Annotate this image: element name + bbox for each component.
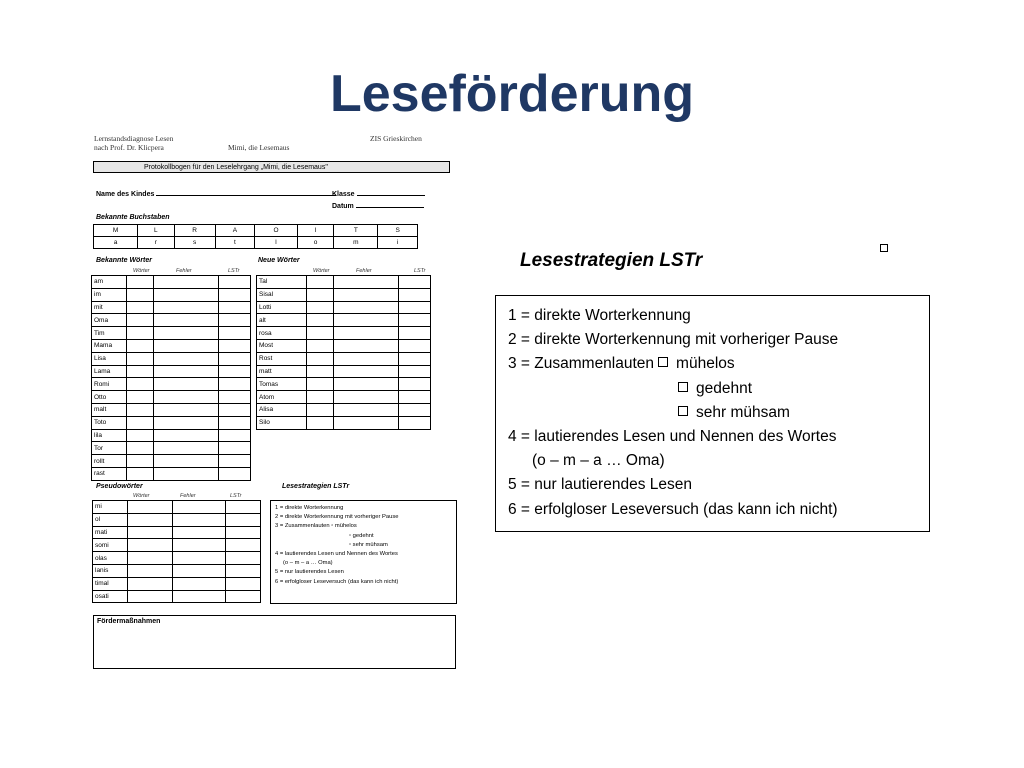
header-mid: Mimi, die Lesemaus xyxy=(228,143,290,152)
empty-cell xyxy=(154,467,219,480)
lstr-line-4b: (o – m – a … Oma) xyxy=(532,452,665,470)
empty-cell xyxy=(127,314,154,327)
word-cell: Lisa xyxy=(92,352,127,365)
header-right: ZIS Grieskirchen xyxy=(370,134,422,143)
empty-cell xyxy=(128,552,173,565)
table-row xyxy=(93,501,261,514)
table-row xyxy=(92,391,251,404)
small-lstr-line: ▫ sehr mühsam xyxy=(349,541,388,548)
empty-cell xyxy=(173,526,226,539)
empty-cell xyxy=(399,276,431,289)
empty-cell xyxy=(399,403,431,416)
empty-cell xyxy=(154,276,219,289)
table-row xyxy=(257,352,431,365)
datum-field xyxy=(332,203,424,210)
lstr-line-6: 6 = erfolgloser Leseversuch (das kann ich nicht) xyxy=(508,500,838,518)
empty-cell xyxy=(219,467,251,480)
known-words-heading: Bekannte Wörter xyxy=(96,257,153,264)
col-header: Wörter xyxy=(133,268,150,274)
lstr-option-row xyxy=(508,401,929,425)
empty-cell xyxy=(399,378,431,391)
word-cell: Tal xyxy=(257,276,307,289)
empty-cell xyxy=(219,288,251,301)
col-header: LSTr xyxy=(414,268,426,274)
letter-cell: t xyxy=(215,237,255,249)
empty-cell xyxy=(154,314,219,327)
empty-cell xyxy=(127,276,154,289)
word-cell: Toto xyxy=(92,416,127,429)
word-cell: Oma xyxy=(92,314,127,327)
empty-cell xyxy=(127,365,154,378)
table-row xyxy=(92,301,251,314)
klasse-label: Klasse xyxy=(332,191,355,198)
empty-cell xyxy=(154,429,219,442)
datum-line xyxy=(356,207,424,208)
col-header: LSTr xyxy=(228,268,240,274)
table-row xyxy=(92,365,251,378)
letter-cell: T xyxy=(334,225,378,237)
checkbox-icon xyxy=(678,406,688,416)
word-cell: malt xyxy=(92,403,127,416)
letter-cell: r xyxy=(138,237,175,249)
letter-cell: l xyxy=(255,237,298,249)
empty-cell xyxy=(219,276,251,289)
table-row xyxy=(257,301,431,314)
empty-cell xyxy=(127,403,154,416)
col-header: Fehler xyxy=(356,268,372,274)
empty-cell xyxy=(307,403,334,416)
small-lstr-line: 6 = erfolgloser Leseversuch (das kann ich nicht) xyxy=(275,578,399,585)
empty-cell xyxy=(219,352,251,365)
letters-upper-row xyxy=(94,225,418,237)
word-cell: ol xyxy=(93,513,128,526)
lstr-line-2: 2 = direkte Worterkennung mit vorheriger Pause xyxy=(508,331,839,349)
table-row xyxy=(92,416,251,429)
new-words-heading: Neue Wörter xyxy=(258,257,300,264)
empty-cell xyxy=(399,327,431,340)
small-lstr-heading: Lesestrategien LSTr xyxy=(282,483,350,490)
word-cell: Tim xyxy=(92,327,127,340)
lstr-option-muehelos: mühelos xyxy=(676,355,735,373)
empty-cell xyxy=(173,577,226,590)
table-row xyxy=(92,429,251,442)
empty-cell xyxy=(128,564,173,577)
big-lstr-box xyxy=(495,295,930,532)
empty-cell xyxy=(127,467,154,480)
lstr-option-row xyxy=(508,377,929,401)
table-row xyxy=(257,403,431,416)
empty-cell xyxy=(226,526,261,539)
letter-cell: L xyxy=(138,225,175,237)
empty-cell xyxy=(127,442,154,455)
empty-cell xyxy=(219,365,251,378)
empty-cell xyxy=(334,352,399,365)
letter-cell: m xyxy=(334,237,378,249)
new-words-table xyxy=(256,275,431,430)
empty-cell xyxy=(173,539,226,552)
empty-cell xyxy=(173,564,226,577)
empty-cell xyxy=(334,327,399,340)
empty-cell xyxy=(307,352,334,365)
empty-cell xyxy=(127,301,154,314)
col-header: Wörter xyxy=(133,493,150,499)
empty-cell xyxy=(334,403,399,416)
letter-cell: S xyxy=(378,225,418,237)
lstr-line-3 xyxy=(508,352,929,376)
empty-cell xyxy=(334,276,399,289)
letters-heading: Bekannte Buchstaben xyxy=(96,214,170,221)
empty-cell xyxy=(334,314,399,327)
empty-cell xyxy=(173,590,226,603)
empty-cell xyxy=(128,526,173,539)
small-lstr-line: ▫ gedehnt xyxy=(349,532,374,539)
table-row xyxy=(257,314,431,327)
empty-cell xyxy=(154,442,219,455)
lstr-option-muehsam: sehr mühsam xyxy=(696,403,790,421)
empty-cell xyxy=(219,403,251,416)
empty-cell xyxy=(127,352,154,365)
empty-cell xyxy=(226,552,261,565)
small-lstr-line: 1 = direkte Worterkennung xyxy=(275,505,344,511)
protocol-form-image xyxy=(88,132,468,677)
big-lstr-title: Lesestrategien LSTr xyxy=(520,250,703,271)
empty-cell xyxy=(128,513,173,526)
table-row xyxy=(257,391,431,404)
empty-cell xyxy=(127,391,154,404)
pseudo-words-table xyxy=(92,500,261,603)
empty-cell xyxy=(154,288,219,301)
word-cell: olas xyxy=(93,552,128,565)
empty-cell xyxy=(334,416,399,429)
table-row xyxy=(93,552,261,565)
empty-cell xyxy=(399,339,431,352)
foerder-box xyxy=(93,615,456,669)
empty-cell xyxy=(154,352,219,365)
empty-cell xyxy=(307,301,334,314)
table-row xyxy=(92,403,251,416)
word-cell: Tomas xyxy=(257,378,307,391)
word-cell: alt xyxy=(257,314,307,327)
empty-cell xyxy=(307,276,334,289)
empty-cell xyxy=(128,539,173,552)
table-row xyxy=(92,455,251,468)
col-header: Wörter xyxy=(313,268,330,274)
table-row xyxy=(92,442,251,455)
empty-cell xyxy=(219,429,251,442)
table-row xyxy=(93,564,261,577)
table-row xyxy=(92,288,251,301)
empty-cell xyxy=(226,539,261,552)
letter-cell: o xyxy=(297,237,334,249)
datum-label: Datum xyxy=(332,203,354,210)
empty-cell xyxy=(399,314,431,327)
empty-cell xyxy=(399,416,431,429)
word-cell: mi xyxy=(93,501,128,514)
empty-cell xyxy=(226,501,261,514)
empty-cell xyxy=(154,416,219,429)
empty-cell xyxy=(226,577,261,590)
pseudo-heading: Pseudowörter xyxy=(96,483,143,490)
lstr-option-gedehnt: gedehnt xyxy=(696,379,753,397)
table-row xyxy=(92,467,251,480)
word-cell: im xyxy=(92,288,127,301)
empty-cell xyxy=(154,391,219,404)
name-field xyxy=(96,191,336,198)
table-row xyxy=(257,378,431,391)
empty-cell xyxy=(127,378,154,391)
empty-cell xyxy=(154,301,219,314)
word-cell: Silo xyxy=(257,416,307,429)
empty-cell xyxy=(127,416,154,429)
word-cell: Tor xyxy=(92,442,127,455)
empty-cell xyxy=(154,327,219,340)
word-cell: mati xyxy=(93,526,128,539)
letter-cell: a xyxy=(94,237,138,249)
empty-cell xyxy=(307,339,334,352)
word-cell: lanis xyxy=(93,564,128,577)
word-cell: timal xyxy=(93,577,128,590)
word-cell: osati xyxy=(93,590,128,603)
slide-title: Leseförderung xyxy=(329,65,695,123)
small-lstr-line: (o – m – a … Oma) xyxy=(283,560,333,567)
col-header: LSTr xyxy=(230,493,242,499)
empty-cell xyxy=(399,391,431,404)
lstr-line-3-text: 3 = Zusammenlauten xyxy=(508,355,655,373)
word-cell: somi xyxy=(93,539,128,552)
empty-cell xyxy=(219,442,251,455)
word-cell: rosa xyxy=(257,327,307,340)
klasse-field xyxy=(332,191,425,198)
empty-cell xyxy=(307,391,334,404)
letter-cell: A xyxy=(215,225,255,237)
empty-cell xyxy=(173,501,226,514)
empty-cell xyxy=(226,513,261,526)
empty-cell xyxy=(307,314,334,327)
empty-cell xyxy=(127,327,154,340)
letter-cell: i xyxy=(378,237,418,249)
known-words-table xyxy=(91,275,251,481)
empty-cell xyxy=(307,327,334,340)
empty-cell xyxy=(334,301,399,314)
letters-table xyxy=(93,224,418,249)
empty-cell xyxy=(219,416,251,429)
empty-cell xyxy=(334,391,399,404)
word-cell: Alisa xyxy=(257,403,307,416)
empty-cell xyxy=(219,455,251,468)
empty-cell xyxy=(128,577,173,590)
table-row xyxy=(92,352,251,365)
empty-cell xyxy=(399,365,431,378)
empty-cell xyxy=(307,378,334,391)
name-line xyxy=(156,195,336,196)
word-cell: Lama xyxy=(92,365,127,378)
word-cell: Lotti xyxy=(257,301,307,314)
empty-cell xyxy=(219,314,251,327)
small-lstr-line: 2 = direkte Worterkennung mit vorheriger Pause xyxy=(275,514,399,521)
word-cell: lila xyxy=(92,429,127,442)
header-left-line2: nach Prof. Dr. Klicpera xyxy=(94,143,164,152)
table-row xyxy=(93,539,261,552)
empty-cell xyxy=(399,288,431,301)
word-cell: matt xyxy=(257,365,307,378)
letter-cell: s xyxy=(174,237,215,249)
empty-cell xyxy=(128,501,173,514)
table-row xyxy=(92,327,251,340)
protokoll-title-box: Protokollbogen für den Leselehrgang „Mimi, die Lesemaus" xyxy=(93,161,450,173)
table-row xyxy=(92,339,251,352)
word-cell: Otto xyxy=(92,391,127,404)
header-left-line1: Lernstandsdiagnose Lesen xyxy=(94,134,174,143)
word-cell: rollt xyxy=(92,455,127,468)
table-row xyxy=(257,416,431,429)
table-row xyxy=(93,526,261,539)
empty-cell xyxy=(154,339,219,352)
empty-cell xyxy=(399,301,431,314)
empty-cell xyxy=(219,339,251,352)
empty-cell xyxy=(307,288,334,301)
lstr-line-4: 4 = lautierendes Lesen und Nennen des Wortes xyxy=(508,428,837,446)
empty-cell xyxy=(219,301,251,314)
header-left xyxy=(94,134,173,152)
word-cell: Romi xyxy=(92,378,127,391)
checkbox-icon xyxy=(658,357,668,367)
empty-cell xyxy=(219,327,251,340)
empty-cell xyxy=(399,352,431,365)
letters-lower-row xyxy=(94,237,418,249)
table-row xyxy=(92,314,251,327)
klasse-line xyxy=(357,195,425,196)
checkbox-icon xyxy=(880,244,888,252)
empty-cell xyxy=(334,378,399,391)
col-header: Fehler xyxy=(180,493,196,499)
empty-cell xyxy=(127,339,154,352)
empty-cell xyxy=(128,590,173,603)
empty-cell xyxy=(307,416,334,429)
small-lstr-box xyxy=(270,500,457,604)
empty-cell xyxy=(307,365,334,378)
letter-cell: O xyxy=(255,225,298,237)
empty-cell xyxy=(334,365,399,378)
lstr-line-1: 1 = direkte Worterkennung xyxy=(508,307,691,324)
empty-cell xyxy=(219,391,251,404)
small-lstr-line: 5 = nur lautierendes Lesen xyxy=(275,569,344,576)
small-lstr-line: 4 = lautierendes Lesen und Nennen des Wortes xyxy=(275,551,398,558)
empty-cell xyxy=(334,288,399,301)
empty-cell xyxy=(154,455,219,468)
empty-cell xyxy=(334,339,399,352)
word-cell: Atom xyxy=(257,391,307,404)
letter-cell: R xyxy=(174,225,215,237)
empty-cell xyxy=(173,513,226,526)
table-row xyxy=(92,276,251,289)
empty-cell xyxy=(219,378,251,391)
empty-cell xyxy=(127,455,154,468)
lstr-line-5: 5 = nur lautierendes Lesen xyxy=(508,476,692,494)
empty-cell xyxy=(154,378,219,391)
table-row xyxy=(257,327,431,340)
word-cell: am xyxy=(92,276,127,289)
table-row xyxy=(257,288,431,301)
word-cell: rast xyxy=(92,467,127,480)
empty-cell xyxy=(226,564,261,577)
col-header: Fehler xyxy=(176,268,192,274)
table-row xyxy=(92,378,251,391)
word-cell: mit xyxy=(92,301,127,314)
table-row xyxy=(93,590,261,603)
word-cell: Mama xyxy=(92,339,127,352)
empty-cell xyxy=(127,429,154,442)
table-row xyxy=(93,513,261,526)
name-label: Name des Kindes xyxy=(96,191,155,198)
empty-cell xyxy=(226,590,261,603)
word-cell: Sisal xyxy=(257,288,307,301)
empty-cell xyxy=(154,365,219,378)
table-row xyxy=(257,365,431,378)
empty-cell xyxy=(173,552,226,565)
letter-cell: I xyxy=(297,225,334,237)
small-lstr-line: 3 = Zusammenlauten ▫ mühelos xyxy=(275,523,357,530)
table-row xyxy=(257,276,431,289)
letter-cell: M xyxy=(94,225,138,237)
word-cell: Most xyxy=(257,339,307,352)
foerder-label: Fördermaßnahmen xyxy=(97,618,161,625)
table-row xyxy=(257,339,431,352)
table-row xyxy=(93,577,261,590)
empty-cell xyxy=(127,288,154,301)
empty-cell xyxy=(154,403,219,416)
word-cell: Rost xyxy=(257,352,307,365)
checkbox-icon xyxy=(678,382,688,392)
